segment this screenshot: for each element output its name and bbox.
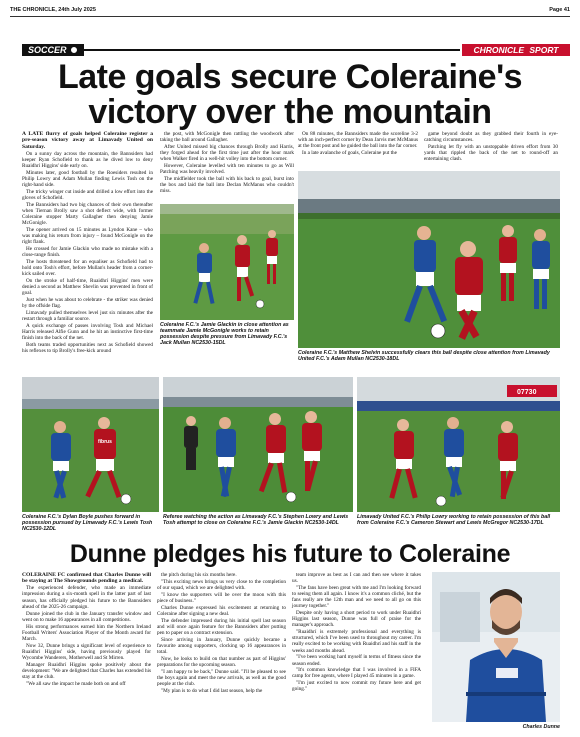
paragraph: Both teams traded opportunities next as Schofield showed his reflexes to tip Brolly's free-kick around <box>22 342 153 355</box>
page-number: Page 41 <box>549 6 570 13</box>
paragraph: COLERAINE FC confirmed that Charles Dunne will be staying at The Showgrounds pending a medical. <box>22 572 151 585</box>
paragraph: "My plan is to do what I did last season, help the <box>161 688 263 695</box>
paragraph: "I am happy to be back," Dunne said. "I'll be pleased to see the boys again and meet the new arrivals, as well as the good people at the club. <box>157 668 286 688</box>
brand-chronicle: CHRONICLE <box>473 45 524 55</box>
paragraph: "I'm just excited to now commit my future here and get going." <box>292 680 421 693</box>
paragraph: "We all saw the impact he made both on and off <box>26 680 126 687</box>
photo-charles-dunne-portrait <box>432 572 560 722</box>
paragraph: A quick exchange of passes involving Tosh and Michael Harris released Alfie Gunn and he hit an instinctive first-time finish into the back of the net. <box>22 323 153 342</box>
caption-boyle-pushes: Coleraine F.C.'s Dylan Boyle pushes forward in possession pursued by Limavady F.C.'s Lewis Tosh NC2530-12DL <box>22 514 153 533</box>
paragraph: The opener arrived on 15 minutes as Lyndon Kane – who was making his return from injury – found McGonigle on the right flank. <box>22 227 153 246</box>
paragraph: Now, he looks to build on that number as part of Higgins' preparations for the upcoming season. <box>157 656 286 669</box>
paragraph: Dunne joined the club in the January transfer window and went on to make 16 appearances in all competitions. <box>22 610 151 623</box>
story1-column-3 <box>298 131 418 175</box>
story2-column-1 <box>22 572 151 732</box>
soccer-label: SOCCER <box>28 45 67 55</box>
paragraph: In a late avalanche of goals, Coleraine put the <box>302 150 397 157</box>
story1-column-2 <box>160 131 294 203</box>
main-headline: Late goals secure Coleraine's victory over the mountain <box>57 58 523 131</box>
paragraph: The hosts threatened for an equaliser as Schofield had to hold onto Tosh's effort, before Mullan's header from a corner-kick sailed over. <box>22 259 153 278</box>
paragraph: After United missed big chances through Brolly and Harris, they forged ahead for the first time just after the hour mark when Walker fired in a well-hit volley into the bottom corner. <box>160 143 294 163</box>
photo-lowry-possession <box>357 377 560 512</box>
paragraph: His strong performances earned him the Northern Ireland Football Writers' Association Player of the Month award for March. <box>22 623 151 642</box>
paragraph: Charles Dunne expressed his excitement at returning to Coleraine after signing a new deal. <box>157 604 286 617</box>
caption-shevlin-clears: Coleraine F.C.'s Matthew Shelvin successfully clears this ball despite close attention from Limavady United F.C.'s Adam Mullan NC2530-18DL <box>298 350 550 363</box>
brand-sport: SPORT <box>529 45 559 55</box>
paragraph: team improve as best as I can and then see where it takes us. <box>292 572 421 585</box>
story1-column-1 <box>22 131 153 370</box>
paragraph: "I know the supporters will be over the moon with this piece of business." <box>157 591 286 604</box>
paragraph: Now 32, Dunne brings a significant level of experience to Ruaidhrí Higgins' side, having previously played for Wycombe Wanderers, Motherwell and St Mirren. <box>22 642 151 661</box>
story2-column-2 <box>157 572 286 732</box>
caption-glackin-mcgonigle: Coleraine F.C.'s Jamie Glackin in close attention as teammate Jamie McGonigle works to retain possession despite pressure from Limavady F.C.'s Jack Mullan NC2530-15DL <box>160 322 289 347</box>
advertising-board-number: 07730 <box>517 389 537 396</box>
paragraph: "The fans have been great with me and I'm looking forward to seeing them all again. I know it's a common cliché, but the fans really are the 12th man and we need to all go on this journey together." <box>292 584 421 610</box>
paragraph: Despite only having a short period to work under Ruaidhrí Higgins last season, Dunne was full of praise for the manager's approach. <box>292 610 421 629</box>
soccer-section-tag <box>22 44 84 56</box>
shirt-sponsor-text: fibrus <box>98 439 112 445</box>
photo-glackin-mcgonigle <box>160 204 294 320</box>
photo-referee-action <box>163 377 353 512</box>
paragraph: The midfielder took the ball with his back to goal, burst into the box and laid the ball into Declan McManus who couldn't miss. <box>160 176 294 195</box>
paragraph: the pitch during his six months here. <box>161 572 237 578</box>
paragraph: game beyond doubt as they grabbed their fourth in eye-catching circumstances. <box>424 131 558 144</box>
paragraph: The defender impressed during his initial spell last season and will once again feature for the Bannsiders after putting pen to paper on a contract extension. <box>157 617 286 637</box>
paragraph: Minutes later, good football by the Roesiders resulted in Philip Lowry and Adam Mullan finding Lewis Tosh on the right-hand side. <box>22 169 153 188</box>
football-icon <box>70 46 78 54</box>
paragraph: Limavady pulled themselves level just six minutes after the restart through a familiar source. <box>22 310 153 323</box>
paragraph: Manager Ruaidhrí Higgins spoke positively about the development: "We are delighted that Charles has extended his stay at the club. <box>22 661 151 680</box>
story1-column-4 <box>424 131 558 167</box>
paragraph: On the stroke of half-time, Ruaidhrí Higgins' men were denied a second as Matthew Shevlin was prevented in front of goal. <box>22 278 153 297</box>
paragraph: The Bannsiders had two big chances of their own thereafter when Tiernan Brolly saw a shot deflect wide, with former Coleraine stopper Marty Gallagher then denying Jamie McGonigle. <box>22 201 153 227</box>
paragraph: Since arriving in January, Dunne quickly became a favourite among supporters, clocking up 16 appearances in total. <box>157 636 286 656</box>
caption-portrait: Charles Dunne <box>522 724 560 730</box>
paragraph: The tricky winger cut inside and drilled a low effort into the gloves of Schofield. <box>22 188 153 201</box>
paragraph: the post, with McGonigle then rattling the woodwork after taking the ball around Gallagher. <box>160 131 294 144</box>
paragraph: "It's common knowledge that I was involved in a FIFA camp for free agents, where I played 45 minutes in a game. <box>292 667 421 680</box>
paragraph: "This exciting news brings us very close to the completion of our squad, which we are delighted with. <box>157 578 286 591</box>
paragraph: He crossed for Jamie Glackin who made no mistake with a close-range finish. <box>22 246 153 259</box>
paragraph: On a sunny day across the mountain, the Bannsiders had keeper Ryan Schofield to thank as he dived low to deny Ruaidhrí Higgins' side early on. <box>22 150 153 169</box>
paragraph: On 88 minutes, the Bannsiders made the scoreline 3-2 with an inch-perfect corner by Dean Jarvis met McManus at the front post and he guided the ball into the far corner. <box>298 131 418 150</box>
caption-referee-action: Referee watching the action as Limavady F.C.'s Stephen Lowry and Lewis Tosh attempt to close on Coleraine F.C.'s Jamie Glackin NC2530-14DL <box>163 514 349 527</box>
story2-column-3 <box>292 572 421 732</box>
paragraph: Just when he was about to celebrate - the striker was denied by the offside flag. <box>22 297 153 310</box>
photo-boyle-pushes <box>22 377 159 512</box>
publication-date: THE CHRONICLE, 24th July 2025 <box>10 6 96 13</box>
paragraph: "Ruaidhrí is extremely professional and everything is structured, which I've been used to throughout my career. I'm really excited to be working with Ruaidhrí and his staff in the weeks and months ahead. <box>292 629 421 654</box>
second-headline: Dunne pledges his future to Coleraine <box>69 540 511 568</box>
paragraph: "I've been working hard myself in terms of fitness since the season ended. <box>292 654 421 667</box>
running-header <box>10 5 570 17</box>
paragraph: A LATE flurry of goals helped Coleraine register a pre-season victory away at Limavady United on Saturday. <box>22 131 153 150</box>
caption-lowry-possession: Limavady United F.C.'s Philip Lowry working to retain possession of this ball from Coleraine F.C.'s Cameron Stewart and Lewis McGregor NC2530-17DL <box>357 514 551 527</box>
paragraph: However, Coleraine levelled with ten minutes to go as Will Patching was heavily involved. <box>160 163 294 176</box>
paragraph: Patching let fly with an unstoppable driven effort from 30 yards that rippled the back of the net to round-off an entertaining clash. <box>424 143 558 163</box>
paragraph: The experienced defender, who made an immediate impression during a six-month spell in the latter part of last season, has officially pledged his future to the Bannsiders ahead of the 2025-26 campaign. <box>22 585 151 610</box>
section-divider <box>82 49 460 51</box>
photo-shevlin-clears <box>298 171 560 348</box>
chronicle-sport-brand <box>462 44 570 56</box>
